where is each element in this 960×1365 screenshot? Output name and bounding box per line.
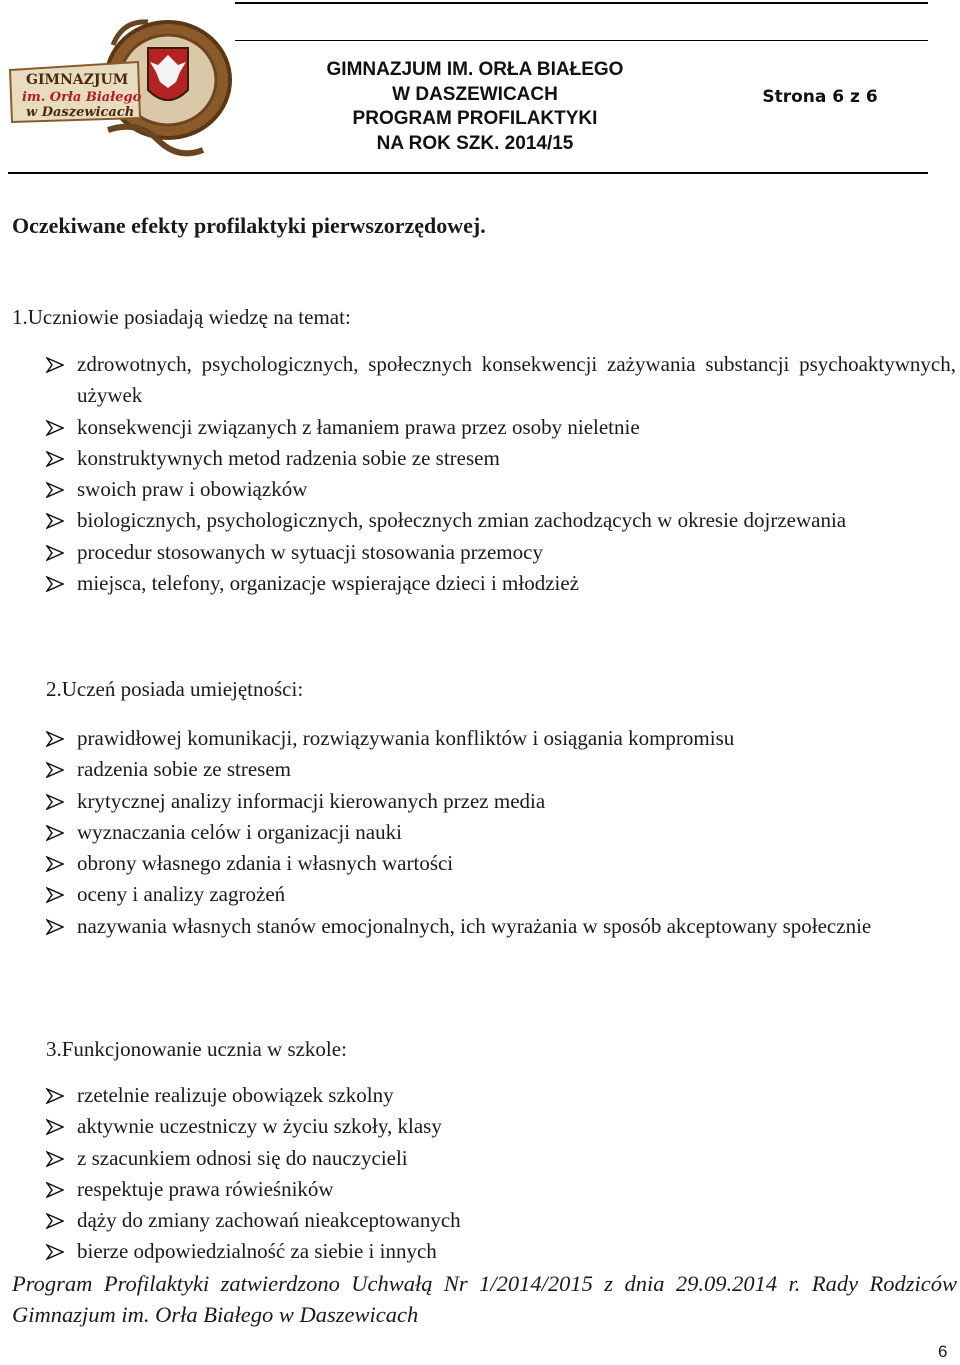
list-item xyxy=(46,1111,956,1142)
section-3-list xyxy=(46,1080,956,1268)
school-line: W DASZEWICACH xyxy=(392,83,558,105)
arrow-bullet-icon xyxy=(46,762,64,778)
section-heading: Oczekiwane efekty profilaktyki pierwszorzędowej. xyxy=(12,213,486,238)
arrow-bullet-icon xyxy=(46,576,64,592)
section-3-title: 3.Funkcjonowanie ucznia w szkole: xyxy=(46,1037,347,1061)
list-item-text: z szacunkiem odnosi się do nauczycieli xyxy=(77,1145,408,1170)
list-item xyxy=(46,786,956,817)
section-2-title: 2.Uczeń posiada umiejętności: xyxy=(46,677,304,701)
list-item-text: respektuje prawa rówieśników xyxy=(77,1176,334,1201)
list-item xyxy=(46,568,956,599)
list-item xyxy=(46,911,956,942)
arrow-bullet-icon xyxy=(46,357,64,373)
list-item-text: nazywania własnych stanów emocjonalnych, ich wyrażania w sposób akceptowany społecznie xyxy=(77,913,872,938)
header-rule-top xyxy=(235,2,928,4)
page-indicator: Strona 6 z 6 xyxy=(762,87,878,107)
list-item xyxy=(46,1143,956,1174)
list-item-text: zdrowotnych, psychologicznych, społecznych konsekwencji zażywania substancji psychoaktywnych, używek xyxy=(77,352,956,408)
list-item-text: oceny i analizy zagrożeń xyxy=(77,882,286,907)
arrow-bullet-icon xyxy=(46,919,64,935)
list-item-text: bierze odpowiedzialność za siebie i innych xyxy=(77,1239,437,1264)
header-rule-inner xyxy=(235,40,928,41)
header-rule-bottom xyxy=(8,172,928,174)
list-item-text: prawidłowej komunikacji, rozwiązywania konfliktów i osiągania kompromisu xyxy=(77,726,735,750)
arrow-bullet-icon xyxy=(46,1088,64,1104)
arrow-bullet-icon xyxy=(46,887,64,903)
list-item xyxy=(46,1236,956,1267)
approval-footer: Program Profilaktyki zatwierdzono Uchwałą Nr 1/2014/2015 z dnia 29.09.2014 r. Rady Rodziców Gimnazjum im. Orła Białego w Daszewicach xyxy=(12,1271,957,1327)
section-1-list xyxy=(46,349,956,599)
arrow-bullet-icon xyxy=(46,856,64,872)
arrow-bullet-icon xyxy=(46,1119,64,1135)
list-item-text: swoich praw i obowiązków xyxy=(77,477,308,502)
list-item-text: miejsca, telefony, organizacje wspierające dzieci i młodzież xyxy=(77,571,580,596)
list-item xyxy=(46,1080,956,1111)
section-1-title: 1.Uczniowie posiadają wiedzę na temat: xyxy=(12,305,351,329)
list-item xyxy=(46,879,956,910)
section-2-list xyxy=(46,723,956,942)
list-item-text: dąży do zmiany zachowań nieakceptowanych xyxy=(77,1208,461,1233)
arrow-bullet-icon xyxy=(46,420,64,436)
list-item-text: aktywnie uczestniczy w życiu szkoły, klasy xyxy=(77,1114,442,1139)
logo-line-1: GIMNAZJUM xyxy=(26,72,129,88)
list-item xyxy=(46,754,956,785)
school-line: PROGRAM PROFILAKTYKI xyxy=(352,108,598,129)
list-item-text: krytycznej analizy informacji kierowanych przez media xyxy=(77,788,546,813)
list-item-text: radzenia sobie ze stresem xyxy=(77,757,291,782)
school-header xyxy=(250,58,700,156)
logo-line-3: w Daszewicach xyxy=(26,105,135,120)
list-item-text: konsekwencji związanych z łamaniem prawa przez osoby nieletnie xyxy=(77,414,640,439)
school-line: NA ROK SZK. 2014/15 xyxy=(376,132,574,154)
arrow-bullet-icon xyxy=(46,1182,64,1198)
arrow-bullet-icon xyxy=(46,825,64,841)
arrow-bullet-icon xyxy=(46,1151,64,1167)
list-item-text: rzetelnie realizuje obowiązek szkolny xyxy=(77,1083,394,1107)
list-item xyxy=(46,349,956,412)
list-item xyxy=(46,412,956,443)
logo-line-2: im. Orła Białego xyxy=(22,90,142,105)
list-item xyxy=(46,848,956,879)
list-item xyxy=(46,1205,956,1236)
list-item xyxy=(46,537,956,568)
arrow-bullet-icon xyxy=(46,513,64,529)
list-item xyxy=(46,443,956,474)
arrow-bullet-icon xyxy=(46,545,64,561)
page-number: 6 xyxy=(938,1342,948,1361)
list-item xyxy=(46,505,956,536)
arrow-bullet-icon xyxy=(46,731,64,747)
arrow-bullet-icon xyxy=(46,482,64,498)
arrow-bullet-icon xyxy=(46,794,64,810)
arrow-bullet-icon xyxy=(46,451,64,467)
list-item xyxy=(46,817,956,848)
list-item xyxy=(46,723,956,754)
arrow-bullet-icon xyxy=(46,1213,64,1229)
list-item-text: konstruktywnych metod radzenia sobie ze stresem xyxy=(77,445,500,470)
list-item xyxy=(46,1174,956,1205)
list-item-text: wyznaczania celów i organizacji nauki xyxy=(77,819,402,844)
school-logo xyxy=(8,10,233,170)
list-item xyxy=(46,474,956,505)
arrow-bullet-icon xyxy=(46,1244,64,1260)
list-item-text: biologicznych, psychologicznych, społecznych zmian zachodzących w okresie dojrzewania xyxy=(77,508,847,533)
school-line: GIMNAZJUM IM. ORŁA BIAŁEGO xyxy=(326,59,624,80)
list-item-text: obrony własnego zdania i własnych wartości xyxy=(77,851,454,876)
list-item-text: procedur stosowanych w sytuacji stosowania przemocy xyxy=(77,539,543,564)
